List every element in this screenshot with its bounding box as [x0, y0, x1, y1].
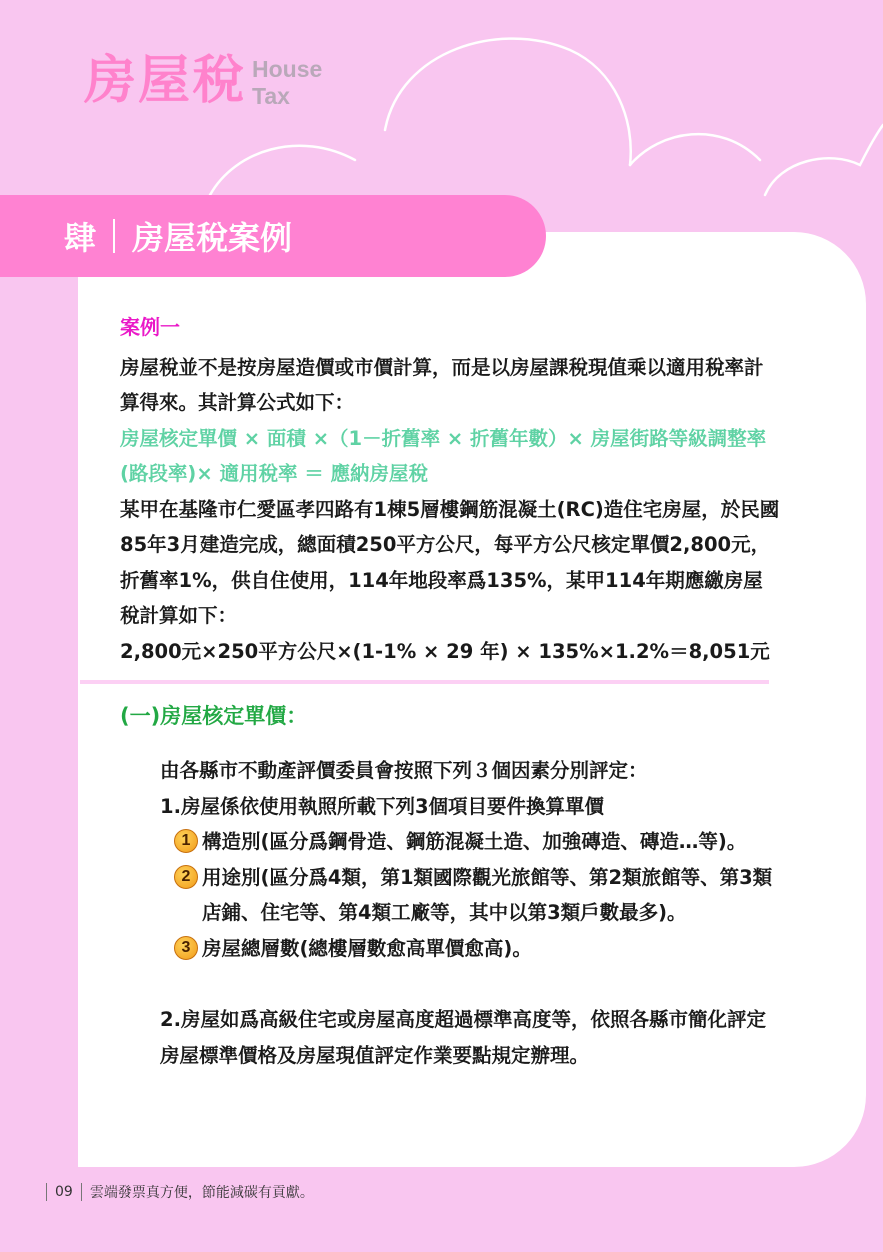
section-number: 肆	[64, 219, 97, 257]
section-title: 房屋稅案例	[132, 219, 293, 257]
factor-point-2: 2.房屋如爲高級住宅或房屋高度超過標準高度等，依照各縣市簡化評定房屋標準價格及房屋現值評定作業要點規定辦理。	[160, 1008, 766, 1067]
page-footer	[46, 1181, 314, 1203]
list-item	[174, 931, 775, 967]
list-item-text: 構造別(區分爲鋼骨造、鋼筋混凝土造、加強磚造、磚造…等)。	[202, 830, 747, 853]
case-intro: 房屋稅並不是按房屋造價或市價計算，而是以房屋課稅現值乘以適用稅率計算得來。其計算公式如下：	[120, 355, 764, 414]
factor-list	[160, 753, 775, 1073]
header-title-english-line2: Tax	[252, 83, 290, 109]
list-item-text: 用途別(區分爲4類，第1類國際觀光旅館等、第2類旅館等、第3類店鋪、住宅等、第4類工廠等，其中以第3類戶數最多)。	[202, 865, 773, 924]
tax-formula: 房屋核定單價 × 面積 ×（1－折舊率 × 折舊年數）× 房屋街路等級調整率(路段率)× 適用稅率 ＝ 應納房屋稅	[120, 426, 767, 485]
list-item-text: 房屋總層數(總樓層數愈高單價愈高)。	[202, 936, 532, 960]
page-header	[84, 50, 322, 112]
footer-slogan: 雲端發票真方便，節能減碳有貢獻。	[89, 1185, 314, 1201]
page-number: 09	[55, 1184, 73, 1200]
footer-divider	[81, 1183, 82, 1201]
header-title-chinese: 房屋稅	[84, 51, 247, 111]
spacer	[160, 966, 775, 1002]
list-item	[174, 860, 775, 931]
number-badge-icon: 2	[174, 865, 198, 889]
section-banner	[0, 195, 546, 277]
case-block	[120, 310, 780, 669]
case-label: 案例一	[120, 315, 180, 339]
section-separator	[113, 219, 115, 253]
number-badge-icon: 1	[174, 829, 198, 853]
header-title-english-line1: House	[252, 56, 323, 82]
case-example: 某甲在基隆市仁愛區孝四路有1棟5層樓鋼筋混凝土(RC)造住宅房屋，於民國85年3月建造完成，總面積250平方公尺，每平方公尺核定單價2,800元，折舊率1%，供自住使用，114年地段率爲135%，某甲114年期應繳房屋稅計算如下：	[120, 497, 780, 627]
section-divider	[80, 680, 769, 684]
footer-divider	[46, 1183, 47, 1201]
factor-point-1: 1.房屋係依使用執照所載下列3個項目要件換算單價	[160, 794, 605, 818]
subsection-title: (一)房屋核定單價：	[120, 704, 308, 728]
list-item	[174, 824, 775, 860]
factor-lead: 由各縣市不動產評價委員會按照下列３個因素分別評定：	[160, 759, 648, 782]
header-title-english	[252, 56, 322, 110]
case-calculation: 2,800元×250平方公尺×(1-1% × 29 年) × 135%×1.2%＝8,051元	[120, 639, 770, 663]
number-badge-icon: 3	[174, 936, 198, 960]
